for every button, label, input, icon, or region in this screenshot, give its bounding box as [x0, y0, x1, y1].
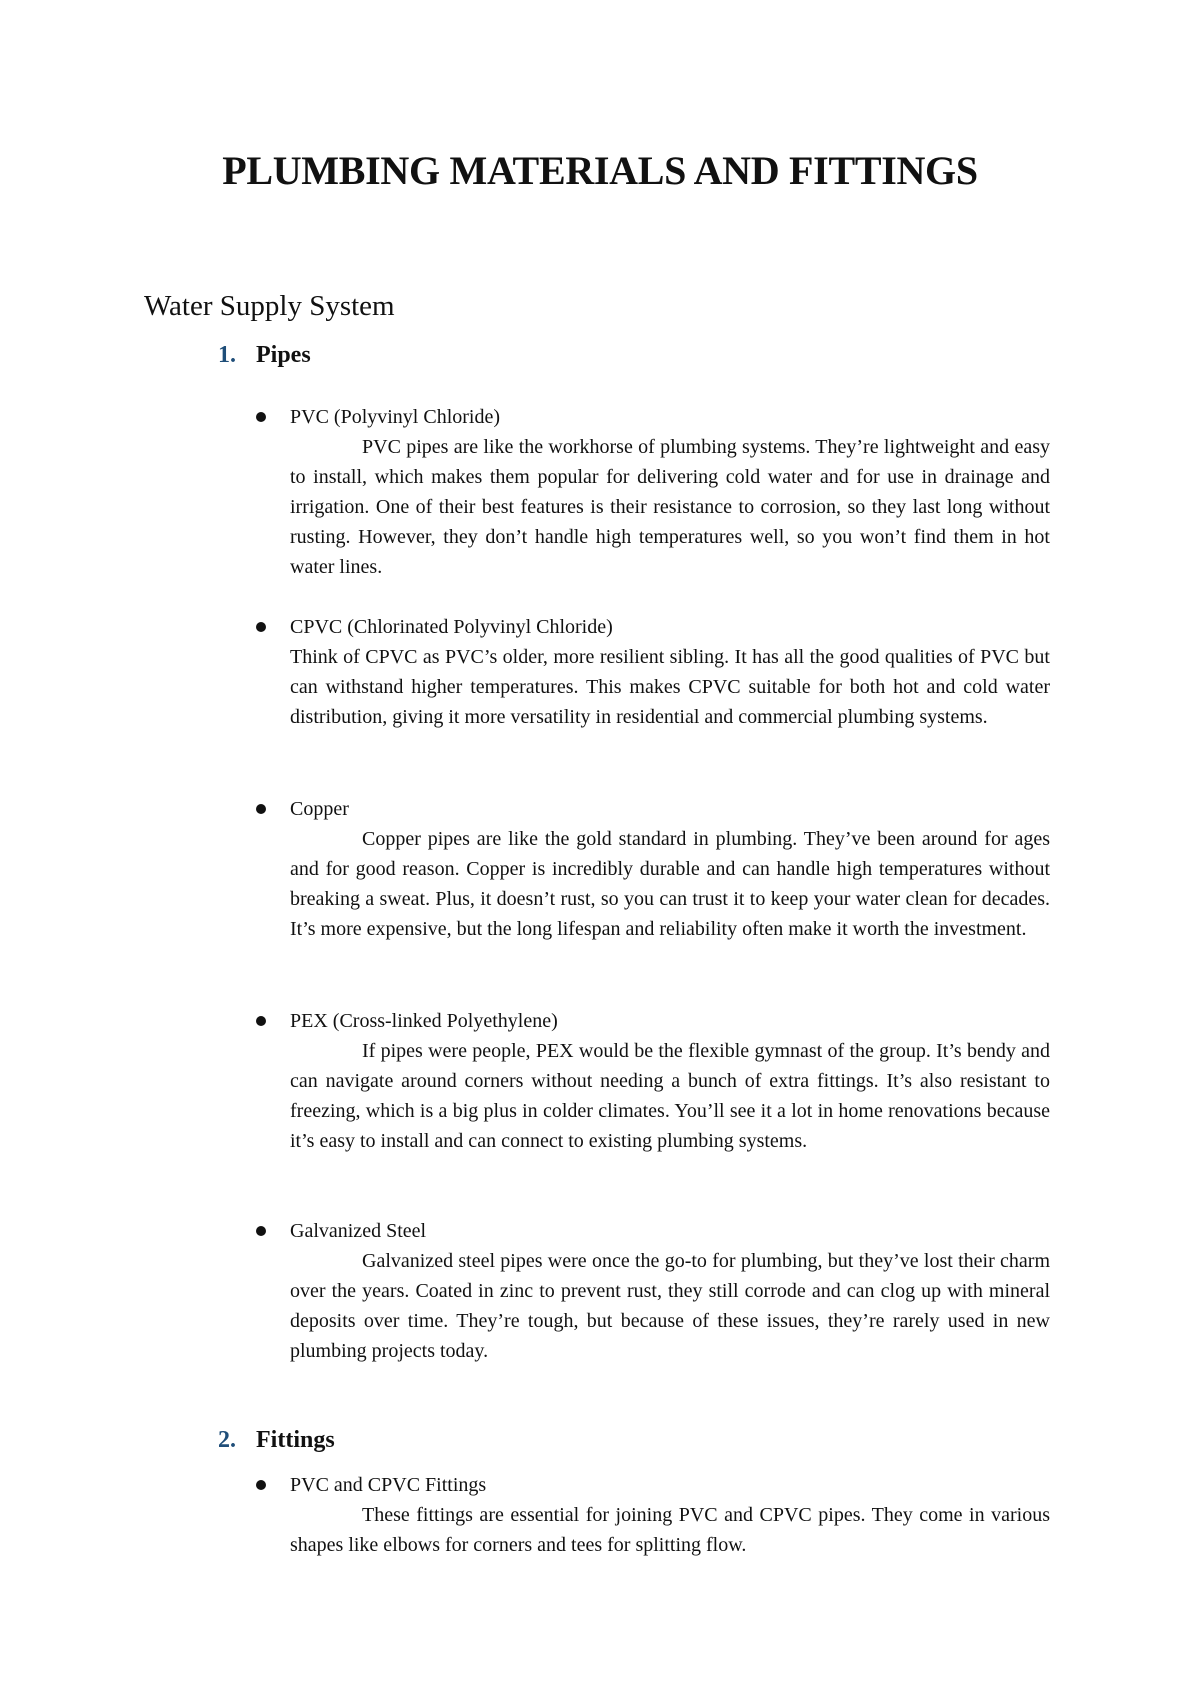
pipe-label-galvanized-steel: Galvanized Steel — [290, 1220, 427, 1242]
bullet-icon — [256, 1480, 266, 1490]
bullet-icon — [256, 804, 266, 814]
fitting-description-pvc-cpvc: These fittings are essential for joining PVC and CPVC pipes. They come in various shapes like elbows for corners and tees for splitting flow. — [290, 1504, 1050, 1556]
numbered-heading-fittings — [218, 1425, 335, 1455]
section-heading: Water Supply System — [144, 290, 395, 322]
list-number: 2. — [218, 1427, 236, 1453]
numbered-heading-pipes — [218, 340, 311, 370]
pipe-label-copper: Copper — [290, 798, 349, 820]
bullet-icon — [256, 1016, 266, 1026]
pipe-description-galvanized-steel: Galvanized steel pipes were once the go-to for plumbing, but they’ve lost their charm over the years. Coated in zinc to prevent rust, they still corrode and can clog up with mineral deposits over time. They’re tough, but because of these issues, they’re rarely used in new plumbing projects today. — [290, 1250, 1050, 1362]
fitting-label-pvc-cpvc: PVC and CPVC Fittings — [290, 1474, 487, 1496]
pipe-description-pvc: PVC pipes are like the workhorse of plumbing systems. They’re lightweight and easy to install, which makes them popular for delivering cold water and for use in drainage and irrigation. One of their best features is their resistance to corrosion, so they last long without rusting. However, they don’t handle high temperatures well, so you won’t find them in hot water lines. — [290, 436, 1050, 578]
heading-text: Fittings — [256, 1427, 335, 1453]
bullet-icon — [256, 622, 266, 632]
heading-text: Pipes — [256, 342, 311, 368]
bullet-icon — [256, 1226, 266, 1236]
pipe-label-pex: PEX (Cross-linked Polyethylene) — [290, 1010, 558, 1032]
bullet-icon — [256, 412, 266, 422]
pipe-label-pvc: PVC (Polyvinyl Chloride) — [290, 406, 501, 428]
list-number: 1. — [218, 342, 236, 368]
pipe-description-cpvc: Think of CPVC as PVC’s older, more resilient sibling. It has all the good qualities of PVC but can withstand higher temperatures. This makes CPVC suitable for both hot and cold water distribution, giving it more versatility in residential and commercial plumbing systems. — [290, 646, 1050, 728]
pipe-label-cpvc: CPVC (Chlorinated Polyvinyl Chloride) — [290, 616, 613, 638]
pipe-description-pex: If pipes were people, PEX would be the flexible gymnast of the group. It’s bendy and can navigate around corners without needing a bunch of extra fittings. It’s also resistant to freezing, which is a big plus in colder climates. You’ll see it a lot in home renovations because it’s easy to install and can connect to existing plumbing systems. — [290, 1040, 1050, 1152]
document-title: PLUMBING MATERIALS AND FITTINGS — [222, 148, 978, 193]
pipe-description-copper: Copper pipes are like the gold standard in plumbing. They’ve been around for ages and for good reason. Copper is incredibly durable and can handle high temperatures without breaking a sweat. Plus, it doesn’t rust, so you can trust it to keep your water clean for decades. It’s more expensive, but the long lifespan and reliability often make it worth the investment. — [290, 828, 1050, 940]
